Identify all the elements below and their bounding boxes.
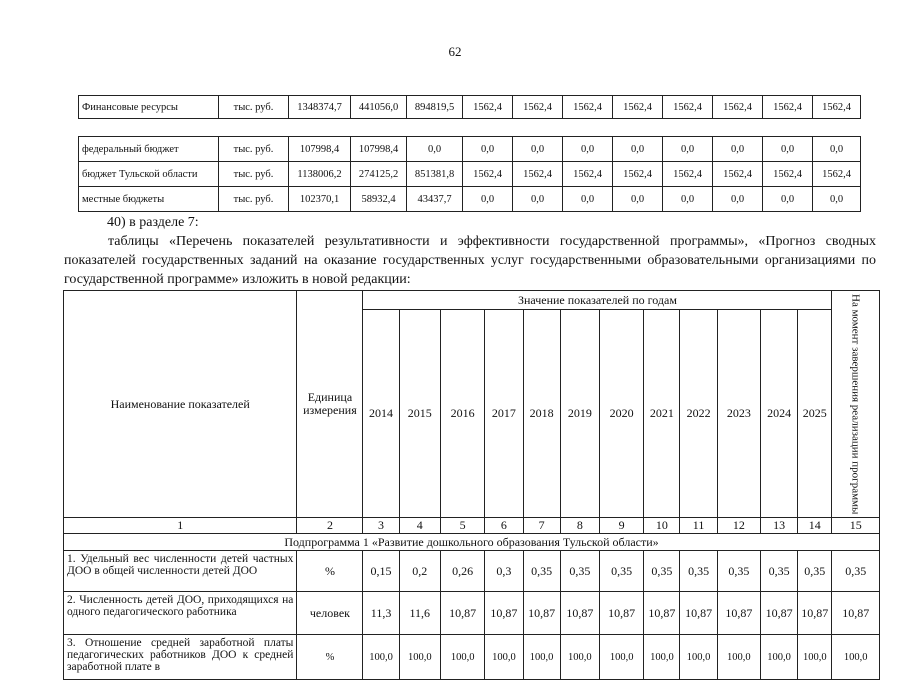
cell-value: 0,0 [463,187,513,212]
cell-value: 10,87 [440,592,484,635]
cell-value: 100,0 [485,635,523,680]
cell-value: 1562,4 [563,162,613,187]
table-row [79,187,861,212]
header-indicator-name: Наименование показателей [64,291,297,518]
indicator-unit: % [297,551,363,592]
finance-breakdown-table [78,136,861,212]
header-final-value: На момент завершения реализации программы [832,291,880,518]
indicator-name: 2. Численность детей ДОО, приходящихся на одного педагогического работника [64,592,297,635]
header-unit: Единица измерения [297,291,363,518]
table-row [79,137,861,162]
column-number: 9 [599,518,643,534]
cell-value: 1562,4 [513,96,563,119]
cell-value: 0,0 [613,137,663,162]
cell-value: 0,26 [440,551,484,592]
cell-value: 11,6 [399,592,440,635]
header-year: 2016 [440,310,484,518]
cell-value: 0,0 [663,137,713,162]
row-unit: тыс. руб. [219,137,289,162]
cell-value: 100,0 [363,635,399,680]
cell-value: 0,35 [523,551,560,592]
table-row [64,551,880,592]
body-paragraph: таблицы «Перечень показателей результативности и эффективности государственной программы», «Прогноз сводных показателей государственных заданий на оказание государственных услуг государственными образовательными организациями по государственной программе» изложить в новой редакции: [64,234,876,287]
cell-value: 0,0 [563,187,613,212]
cell-value: 100,0 [717,635,760,680]
column-number: 1 [64,518,297,534]
cell-value: 0,0 [763,137,813,162]
cell-value: 0,0 [713,137,763,162]
cell-value: 0,0 [463,137,513,162]
indicators-table [63,290,880,680]
cell-value: 1562,4 [463,96,513,119]
table-row [79,162,861,187]
header-year: 2022 [680,310,717,518]
cell-value: 100,0 [761,635,798,680]
cell-value: 0,15 [363,551,399,592]
cell-value: 1562,4 [663,96,713,119]
cell-value: 0,2 [399,551,440,592]
cell-value: 1562,4 [713,96,763,119]
indicator-name: 1. Удельный вес численности детей частных ДОО в общей численности детей ДОО [64,551,297,592]
subprogram-title: Подпрограмма 1 «Развитие дошкольного образования Тульской области» [64,534,880,551]
row-name: местные бюджеты [79,187,219,212]
cell-value: 58932,4 [351,187,407,212]
cell-value: 1562,4 [713,162,763,187]
header-values-by-year: Значение показателей по годам [363,291,832,310]
header-year: 2023 [717,310,760,518]
cell-value: 851381,8 [407,162,463,187]
cell-value: 1562,4 [513,162,563,187]
cell-value: 102370,1 [289,187,351,212]
cell-value: 10,87 [560,592,599,635]
table-row [64,592,880,635]
header-row [64,291,880,310]
cell-value: 11,3 [363,592,399,635]
table-row [64,635,880,680]
cell-value: 0,35 [717,551,760,592]
cell-value: 0,35 [680,551,717,592]
cell-value: 0,35 [761,551,798,592]
cell-value: 100,0 [560,635,599,680]
cell-value: 274125,2 [351,162,407,187]
row-unit: тыс. руб. [219,162,289,187]
column-number: 13 [761,518,798,534]
cell-value: 100,0 [798,635,832,680]
header-year: 2021 [644,310,680,518]
column-number: 10 [644,518,680,534]
row-unit: тыс. руб. [219,96,289,119]
cell-value: 0,0 [407,137,463,162]
column-number: 7 [523,518,560,534]
row-unit: тыс. руб. [219,187,289,212]
row-name: федеральный бюджет [79,137,219,162]
row-name: Финансовые ресурсы [79,96,219,119]
cell-value: 0,0 [813,187,861,212]
cell-value: 0,0 [713,187,763,212]
indicator-unit: % [297,635,363,680]
header-year: 2025 [798,310,832,518]
column-number: 12 [717,518,760,534]
column-number: 3 [363,518,399,534]
cell-value: 0,35 [832,551,880,592]
cell-value: 10,87 [644,592,680,635]
indicator-name: 3. Отношение средней заработной платы педагогических работников ДОО к средней заработной плате в [64,635,297,680]
cell-value: 107998,4 [289,137,351,162]
column-number: 15 [832,518,880,534]
cell-value: 107998,4 [351,137,407,162]
header-year: 2017 [485,310,523,518]
subprogram-row [64,534,880,551]
header-year: 2014 [363,310,399,518]
column-number: 8 [560,518,599,534]
cell-value: 100,0 [440,635,484,680]
column-number: 2 [297,518,363,534]
cell-value: 100,0 [680,635,717,680]
cell-value: 100,0 [523,635,560,680]
header-year: 2019 [560,310,599,518]
cell-value: 0,0 [663,187,713,212]
cell-value: 1348374,7 [289,96,351,119]
cell-value: 0,0 [563,137,613,162]
cell-value: 0,0 [813,137,861,162]
cell-value: 10,87 [761,592,798,635]
cell-value: 100,0 [599,635,643,680]
cell-value: 10,87 [798,592,832,635]
cell-value: 1562,4 [613,162,663,187]
cell-value: 0,0 [513,187,563,212]
header-year: 2020 [599,310,643,518]
column-number: 4 [399,518,440,534]
cell-value: 1562,4 [563,96,613,119]
column-number: 6 [485,518,523,534]
cell-value: 10,87 [717,592,760,635]
cell-value: 0,35 [798,551,832,592]
cell-value: 1562,4 [813,162,861,187]
cell-value: 1562,4 [663,162,713,187]
cell-value: 441056,0 [351,96,407,119]
cell-value: 1562,4 [813,96,861,119]
cell-value: 1138006,2 [289,162,351,187]
cell-value: 0,0 [763,187,813,212]
cell-value: 100,0 [399,635,440,680]
cell-value: 10,87 [485,592,523,635]
cell-value: 0,35 [644,551,680,592]
cell-value: 100,0 [644,635,680,680]
cell-value: 43437,7 [407,187,463,212]
header-year: 2024 [761,310,798,518]
page-number: 62 [448,44,462,59]
cell-value: 1562,4 [613,96,663,119]
cell-value: 100,0 [832,635,880,680]
column-number: 5 [440,518,484,534]
finance-total-table [78,95,861,119]
cell-value: 0,3 [485,551,523,592]
cell-value: 0,0 [613,187,663,212]
cell-value: 0,0 [513,137,563,162]
header-year: 2015 [399,310,440,518]
section-item: 40) в разделе 7: [107,215,199,230]
cell-value: 0,35 [560,551,599,592]
header-year: 2018 [523,310,560,518]
table-row [79,96,861,119]
indicator-unit: человек [297,592,363,635]
cell-value: 10,87 [680,592,717,635]
cell-value: 10,87 [832,592,880,635]
cell-value: 1562,4 [763,162,813,187]
cell-value: 10,87 [599,592,643,635]
cell-value: 1562,4 [463,162,513,187]
cell-value: 0,35 [599,551,643,592]
cell-value: 894819,5 [407,96,463,119]
cell-value: 10,87 [523,592,560,635]
column-number: 14 [798,518,832,534]
cell-value: 1562,4 [763,96,813,119]
row-name: бюджет Тульской области [79,162,219,187]
column-number: 11 [680,518,717,534]
column-number-row [64,518,880,534]
